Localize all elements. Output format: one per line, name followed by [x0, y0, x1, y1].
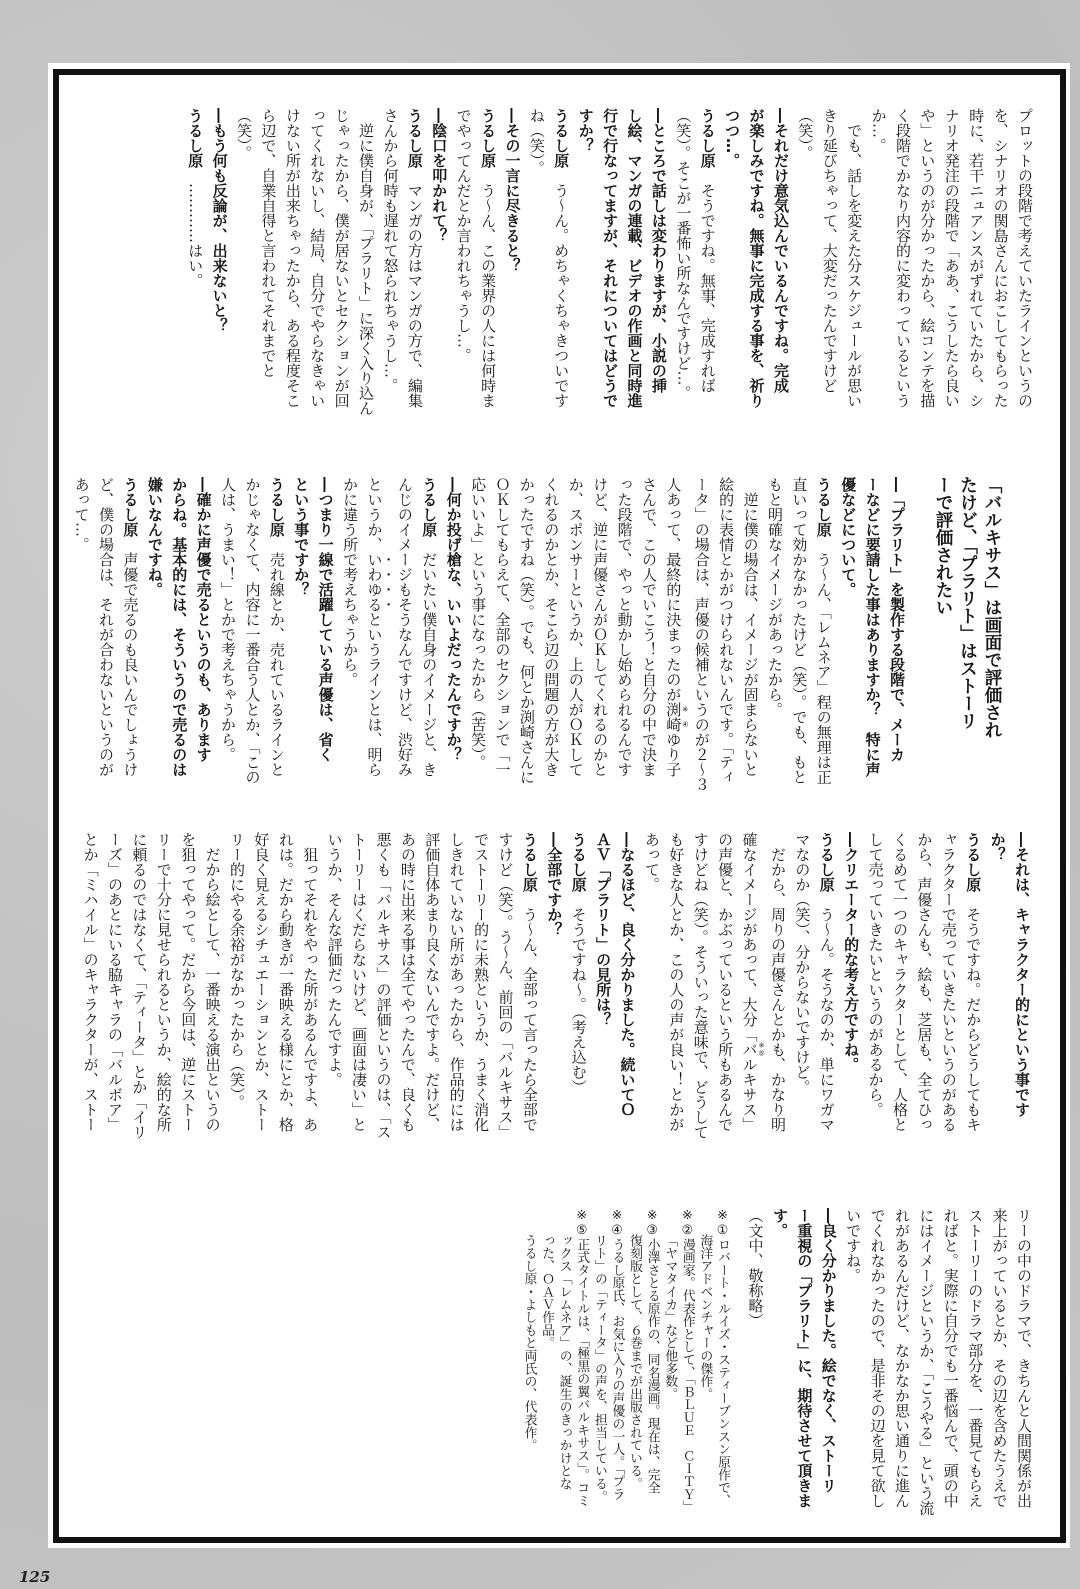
- text-line: を、シナリオの関島さんにおこしてもらった: [991, 108, 1010, 408]
- speaker-name: うるし原: [817, 832, 836, 892]
- text-line: しきれていない所があったから、作品的には: [447, 832, 466, 1132]
- speaker-name: うるし原: [520, 832, 539, 892]
- footnote-continuation: リト」の「ティータ」の声を、担当している。: [591, 1233, 607, 1503]
- question-line: ―それだけ意気込んでいるんですね。完成: [771, 108, 790, 393]
- speaker-name: うるし原: [121, 477, 140, 537]
- speaker-name: うるし原: [420, 477, 439, 537]
- text-line: ータ」の場合は、声優の候補というのが２〜３: [692, 477, 711, 792]
- footnote-line: ※②漫画家。代表作として、「ＢＬＵＥ ＣＩＴＹ」: [679, 1208, 695, 1514]
- text-line: （笑）。そこが一番怖い所なんですけど…。: [674, 108, 693, 401]
- text-line: （文中、敬称略）: [746, 1208, 765, 1328]
- text-line: [362, 477, 392, 777]
- text-line: く段階でかなり内容的に変わっているという: [893, 108, 912, 408]
- footnote-mark: ※⑤: [757, 1041, 766, 1058]
- text-line: から、声優さんも、絵も、芝居も、全てひっ: [915, 832, 934, 1132]
- answer-line: [814, 832, 838, 1132]
- speaker-name: うるし原: [479, 108, 498, 168]
- footnote-line: ※①ロバート・ルイズ・スティーブンスン原作で、: [715, 1208, 730, 1507]
- question-line: ＡＶ「プラリト」の見所は？: [594, 832, 613, 1027]
- text-line: リー的にやる余裕がなかったから（笑）。: [228, 832, 246, 1110]
- text-line: きり延びちゃって、大変だったんですけど: [820, 108, 839, 393]
- text-tier-1: [183, 108, 1037, 416]
- headline-line: 「バルキサス」は画面で評価され: [982, 476, 1002, 739]
- footnote-reference: [740, 1041, 766, 1058]
- answer-line: [118, 477, 142, 777]
- text-line: に頼るのではなくて、「ティータ」とか「イリ: [130, 832, 149, 1140]
- question-line: す。: [770, 1208, 789, 1238]
- text-line: 絵的に表情とかがつけられないんです。「ティ: [717, 477, 736, 785]
- annotated-word: 渕崎: [664, 702, 683, 732]
- speaker-name: うるし原: [698, 108, 717, 168]
- footnote-line: ※③小澤さとる原作の、同名漫画。現在は、完全: [644, 1208, 660, 1494]
- text-line: 好良く見えるシチュエーションとか、ストー: [252, 832, 271, 1132]
- text-line: すけどね（笑）。そういった意味で、どうして: [691, 832, 710, 1140]
- text-line: さんで、この人でいこう！と自分の中で決ま: [639, 477, 658, 777]
- footnote-line: ※⑤正式タイトルは、「極黒の翼バルキサス」。コミ: [574, 1208, 590, 1507]
- headline-line: たけど、「プラリト」はストーリ: [957, 476, 978, 730]
- answer-text: う〜ん、「レムネア」程の無理は正: [814, 537, 833, 785]
- line-text: 確なイメージがあって、大分「: [740, 832, 759, 1042]
- text-line: 逆に僕の場合は、イメージが固まらないと: [741, 477, 760, 777]
- text-line: リーで十分に見せられるというか、絵的な所: [154, 832, 173, 1132]
- speaker-name: うるし原: [964, 832, 983, 892]
- answer-line: [517, 832, 541, 1132]
- answer-text: だいたい僕自身のイメージと、き: [420, 537, 439, 777]
- question-line: ーなどに要請した事はありますか？ 特に声: [863, 477, 882, 777]
- text-line: ナリオ発注の段階で「ああ、こうしたら良い: [942, 108, 961, 408]
- text-line: あって。: [642, 832, 661, 892]
- text-line: 逆に僕自身が、「プラリト」に深く入り込ん: [357, 108, 376, 416]
- question-line: という事ですか？: [292, 477, 311, 597]
- text-line: ＯＫしてもらえて、全部のセクションで「一: [493, 477, 512, 777]
- speaker-name: うるし原: [569, 832, 588, 892]
- question-line: 行で行なってますが、それについてはどうで: [601, 108, 620, 408]
- text-line: いうか、そんな評価だったんですよ。: [325, 832, 344, 1087]
- answer-line: [695, 108, 719, 408]
- text-line: にはイメージというか、「こうやる」という流: [917, 1208, 936, 1516]
- answer-line: [961, 832, 985, 1132]
- line-text: 人あって、最終的に決まったのが: [664, 477, 683, 702]
- text-tier-2: [69, 477, 909, 792]
- line-text: ゆり子: [664, 732, 683, 777]
- line-text: ルキサス」: [740, 1057, 759, 1132]
- text-tier-3: [78, 832, 1034, 1140]
- question-line: ー重視の「プラリト」に、期待させて頂きま: [795, 1208, 814, 1508]
- text-line: リーの中のドラマで、きちんと人間関係が出: [1015, 1208, 1033, 1508]
- text-line: でストーリー的に未熟というか、うまく消化: [472, 832, 491, 1132]
- footnote-continuation: うるし原・よしもと両氏の、代表作。: [521, 1233, 537, 1452]
- text-line: じゃったから、僕が居ないとセクションが回: [332, 108, 351, 408]
- text-line: 時に、若干ニュアンスがずれていたから、シ: [967, 108, 986, 408]
- question-line: 嫌いなんですね。: [145, 477, 164, 597]
- text-line: かに違う所で考えちゃうから。: [341, 477, 360, 687]
- text-line: さんから何時も遅れて怒られちゃうし…。: [381, 108, 400, 393]
- text-line: 直いって効かなかったけど（笑）。でも、もと: [790, 477, 809, 785]
- text-line: 人は、うまい！」とかで考えちゃうから。: [219, 477, 238, 762]
- text-line: も好きな人とか、この人の声が良い！とかが: [667, 832, 686, 1132]
- text-line: 応いいよ」という事になったから（苦笑）。: [469, 477, 488, 770]
- question-line: ―陰口を叩かれて？: [430, 108, 449, 243]
- text-line: ストーリーのドラマ部分を、一番見てもらえ: [966, 1208, 985, 1508]
- answer-text: マンガの方はマンガの方で、編集: [405, 168, 424, 408]
- text-line: や」というのが分かったから、絵コンテを描: [918, 108, 937, 408]
- answer-line: [476, 108, 500, 408]
- question-line: が楽しみですね。無事に完成する事を、祈り: [747, 108, 766, 408]
- text-line: [737, 832, 765, 1132]
- text-line: あの時に出来る事は全てやったんで、良くも: [398, 832, 417, 1132]
- question-line: ―クリエーター的な考え方ですね。: [842, 832, 861, 1072]
- text-line: ってくれないし、結局、自分でやらなきゃい: [308, 108, 327, 408]
- answer-text: 声優で売るのも良いんでしょうけ: [121, 537, 140, 777]
- speaker-name: うるし原: [814, 477, 833, 537]
- text-line: （笑）。: [796, 108, 815, 161]
- text-line: とか「ミハイル」のキャラクターが、ストー: [81, 832, 100, 1132]
- text-line: すけど（笑）。う〜ん、前回の「バルキサス」: [496, 832, 515, 1140]
- text-line: 狙ってそれをやった所があるんですよ、あ: [301, 832, 320, 1132]
- answer-line: [417, 477, 441, 777]
- question-line: ―その一言に尽きると？: [503, 108, 522, 273]
- text-line: だから絵として、一番映える演出というの: [203, 832, 222, 1132]
- text-line: [661, 477, 689, 777]
- footnote-mark: ※④: [681, 702, 690, 732]
- text-line: ね（笑）。: [527, 108, 546, 176]
- text-line: ャラクターで売っていきたいというのがある: [939, 832, 958, 1132]
- text-line: の声優と、かぶっているという所もあるんで: [716, 832, 735, 1132]
- line-text: というか、: [365, 477, 384, 552]
- text-line: ど、僕の場合は、それが合わないというのが: [97, 477, 115, 777]
- text-line: ら辺で、自業自得と言われてそれまでと: [259, 108, 278, 378]
- text-line: あって…。: [72, 477, 91, 552]
- footnote-continuation: 海洋アドベンチャーの傑作。: [697, 1233, 713, 1400]
- text-line: でやってんだとか言われちゃうし…。: [454, 108, 473, 363]
- text-line: 悪くも「バルキサス」の評価というのは、「ス: [374, 832, 393, 1140]
- question-line: ―全部ですか？: [545, 832, 564, 937]
- footnote-continuation: 復刻版として、６巻までが出版されている。: [627, 1233, 643, 1490]
- answer-line: [549, 108, 573, 408]
- footnote-reference: [664, 702, 690, 732]
- question-line: か？: [988, 832, 1007, 862]
- answer-line: [566, 832, 590, 1132]
- answer-text: う〜ん、この業界の人には何時ま: [479, 168, 498, 408]
- text-line: かじゃなくて、内容に一番合う人とか、「この: [243, 477, 262, 785]
- text-line: んじのイメージもそうなんですけど、渋好み: [395, 477, 414, 777]
- footnote-continuation: った、ＯＡＶ作品。: [539, 1233, 555, 1349]
- answer-text: そうですね。だからどうしてもキ: [964, 892, 983, 1132]
- line-text: というラインとは、明ら: [365, 612, 384, 777]
- text-line: った段階で、やっと動かし始められるんです: [615, 477, 634, 777]
- text-tier-4: [743, 1208, 1036, 1516]
- text-line: 評価自体あまり良くないんですよ。だけど、: [423, 832, 442, 1132]
- answer-text: う〜ん。そうなのか、単にワガマ: [817, 892, 836, 1132]
- question-line: 優などについて。: [839, 477, 858, 597]
- text-line: ーズ」のあとにいる脇キャラの「バルボア」: [105, 832, 124, 1132]
- text-line: けない所が出来ちゃったから、ある程度そこ: [283, 108, 302, 408]
- page-number: 125: [19, 1568, 51, 1586]
- headline-line: ーで評価されたい: [933, 476, 953, 616]
- question-line: すか？: [576, 108, 595, 153]
- text-line: でも、話しを変えた分スケジュールが思い: [845, 108, 864, 408]
- text-line: （笑）。: [235, 108, 253, 161]
- answer-line: [264, 477, 288, 777]
- question-line: からね。基本的には、そういうので売るのは: [170, 477, 189, 777]
- text-line: を狙ってやって。だから今回は、逆にストー: [179, 832, 198, 1132]
- speaker-name: うるし原: [405, 108, 424, 168]
- question-line: ―何か投げ槍な、いいよだったんですか？: [444, 477, 463, 762]
- text-line: でくれなかったので、是非その辺を見て欲し: [868, 1208, 887, 1508]
- answer-line: [402, 108, 426, 408]
- answer-text: う〜ん。めちゃくちゃきついです: [552, 168, 571, 408]
- answer-text: 売れ線とか、売れているラインと: [267, 537, 286, 777]
- text-line: だから、周りの声優さんとかも、かなり明: [768, 832, 787, 1132]
- question-line: ―確かに声優で売るというのも、あります: [194, 477, 213, 762]
- text-line: か…。: [869, 108, 888, 153]
- question-line: ―良く分かりました。絵でなく、ストーリ: [819, 1208, 838, 1493]
- answer-line: [183, 108, 207, 408]
- question-line: ―「プラリト」を製作する段階で、メーカ: [888, 477, 906, 762]
- answer-text: そうですね〜。（考え込む）: [569, 892, 588, 1095]
- speaker-name: うるし原: [552, 108, 571, 168]
- footnote-line: ※④うるし原氏、お気に入りの声優の一人。「プラ: [609, 1208, 625, 1501]
- footnote-continuation: ックス「レムネア」の、誕生のきっかけとな: [556, 1233, 572, 1490]
- emphasized-word: いわゆる: [365, 552, 384, 612]
- text-line: トーリーはくだらないけど、画面は凄い」と: [350, 832, 369, 1132]
- text-line: くるめて一つのキャラクターとして、人格と: [890, 832, 909, 1132]
- text-line: プロットの段階で考えていたラインというの: [1016, 108, 1034, 408]
- section-headline: [931, 476, 1005, 739]
- question-line: ―ところで話しは変わりますが、小説の挿: [649, 108, 668, 393]
- answer-text: う〜ん、全部って言ったら全部で: [520, 892, 539, 1132]
- answer-line: [811, 477, 835, 785]
- speaker-name: うるし原: [267, 477, 286, 537]
- question-line: ―もう何も反論が、出来ないと？: [210, 108, 229, 333]
- text-line: 来上がっているとか、その辺を含めたうえで: [990, 1208, 1009, 1508]
- annotated-word: バ: [740, 1041, 759, 1058]
- footnote-continuation: 「ヤマタイカ」など他多数。: [662, 1233, 678, 1400]
- answer-text: そうですね。無事、完成すれば: [698, 168, 717, 393]
- question-line: ―つまり一線で活躍している声優は、省く: [316, 477, 335, 762]
- text-line: もと明確なイメージがあったから。: [765, 477, 784, 717]
- text-line: れは。だから動きが一番映える様にとか、格: [276, 832, 295, 1132]
- question-line: し絵、マンガの連載、ビデオの作画と同時進: [625, 108, 644, 408]
- text-line: れがあるんだけど、なかなか思い通りに進ん: [892, 1208, 911, 1508]
- text-line: けど、逆に声優さんがＯＫしてくれるのかと: [591, 477, 610, 777]
- text-line: くれるのかとか、そこら辺の問題の方が大き: [542, 477, 561, 777]
- text-line: いですね。: [844, 1208, 863, 1283]
- footnotes: [520, 1208, 731, 1513]
- text-line: かったですね（笑）。でも、何とか渕崎さんに: [517, 477, 536, 785]
- question-line: つつ…。: [723, 108, 742, 168]
- question-line: ―それは、キャラクター的にという事です: [1013, 832, 1031, 1117]
- speaker-name: うるし原: [186, 108, 205, 168]
- question-line: ―なるほど、良く分かりました。続いてＯ: [618, 832, 637, 1117]
- text-line: ればと。実際に自分でも一番悩んで、頭の中: [941, 1208, 960, 1508]
- text-line: マなのか（笑）、分からないですけど。: [793, 832, 812, 1095]
- answer-text: …………はい。: [186, 168, 205, 288]
- text-line: か、スポンサーというか、上の人がＯＫして: [566, 477, 585, 777]
- text-line: して売っていきたいというのがあるから。: [866, 832, 885, 1117]
